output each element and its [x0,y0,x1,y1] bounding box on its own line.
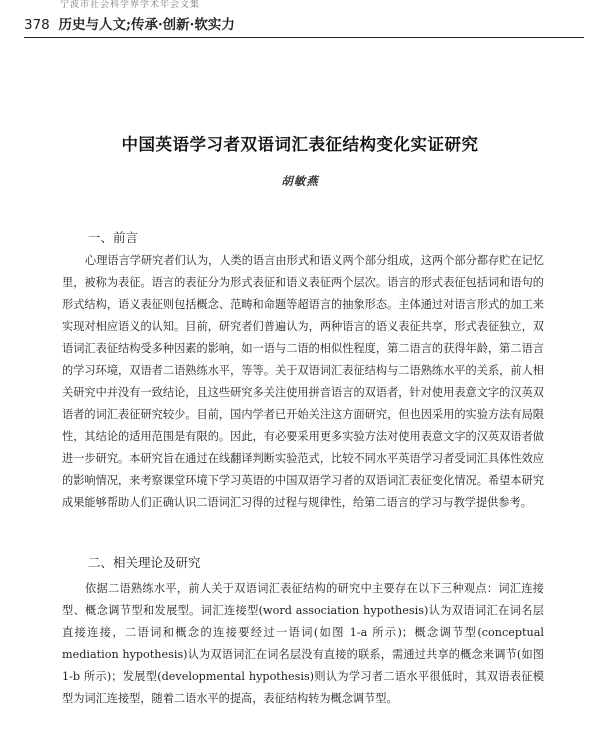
section-heading-introduction: 一、前言 [88,230,139,245]
section-heading-related-theory: 二、相关理论及研究 [88,555,201,570]
collection-title: 宁波市社会科学界学术年会文集 [60,0,201,10]
paragraph-introduction: 心理语言学研究者们认为，人类的语言由形式和语义两个部分组成，这两个部分都存贮在记忆里，被称为表征。语言的表征分为形式表征和语义表征两个层次。语言的形式表征包括词和语句的形式结构，语义表征则包括概念、范畴和命题等超语言的抽象形态。主体通过对语言形式的加工来实现对相应语义的认知。目前，研究者们普遍认为，两种语言的语义表征共享，形式表征独立，双语词汇表征结构受多种因素的影响，如一语与二语的相似性程度，第二语言的获得年龄，第二语言的学习环境，双语者二语熟练水平，等等。关于双语词汇表征结构与二语熟练水平的关系，前人相关研究中并没有一致结论，且这些研究多关注使用拼音语言的双语者，针对使用表意文字的汉英双语者的词汇表征研究较少。目前，国内学者已开始关注这方面研究，但也因采用的实验方法有局限性，其结论的适用范围是有限的。因此，有必要采用更多实验方法对使用表意文字的汉英双语者做进一步研究。本研究旨在通过在线翻译判断实验范式，比较不同水平英语学习者受词汇具体性效应的影响情况，来考察课堂环境下学习英语的中国双语学习者的双语词汇表征变化情况。希望本研究成果能够帮助人们正确认识二语词汇习得的过程与规律性，给第二语言的学习与教学提供参考。 [62,254,544,509]
page-number: 378 [24,17,50,33]
running-title: 历史与人文;传承·创新·软实力 [58,17,235,33]
article-title: 中国英语学习者双语词汇表征结构变化实证研究 [121,135,479,154]
header-rule [24,37,584,38]
running-head [24,13,235,33]
article-author: 胡敏燕 [281,174,319,188]
paragraph-related-theory: 依据二语熟练水平，前人关于双语词汇表征结构的研究中主要存在以下三种观点：词汇连接型、概念调节型和发展型。词汇连接型(word association hypothesis)认为双语词汇在词名层直接连接，二语词和概念的连接要经过一语词(如图 1-a 所示)；概念调节型(conceptual mediation hypothesis)认为双语词汇在词名层没有直接的联系，需通过共享的概念来调节(如图 1-b 所示)；发展型(developmental hypothesis)则认为学习者二语水平很低时，其双语表征模型为词汇连接型，随着二语水平的提高，表征结构转为概念调节型。 [62,582,544,705]
